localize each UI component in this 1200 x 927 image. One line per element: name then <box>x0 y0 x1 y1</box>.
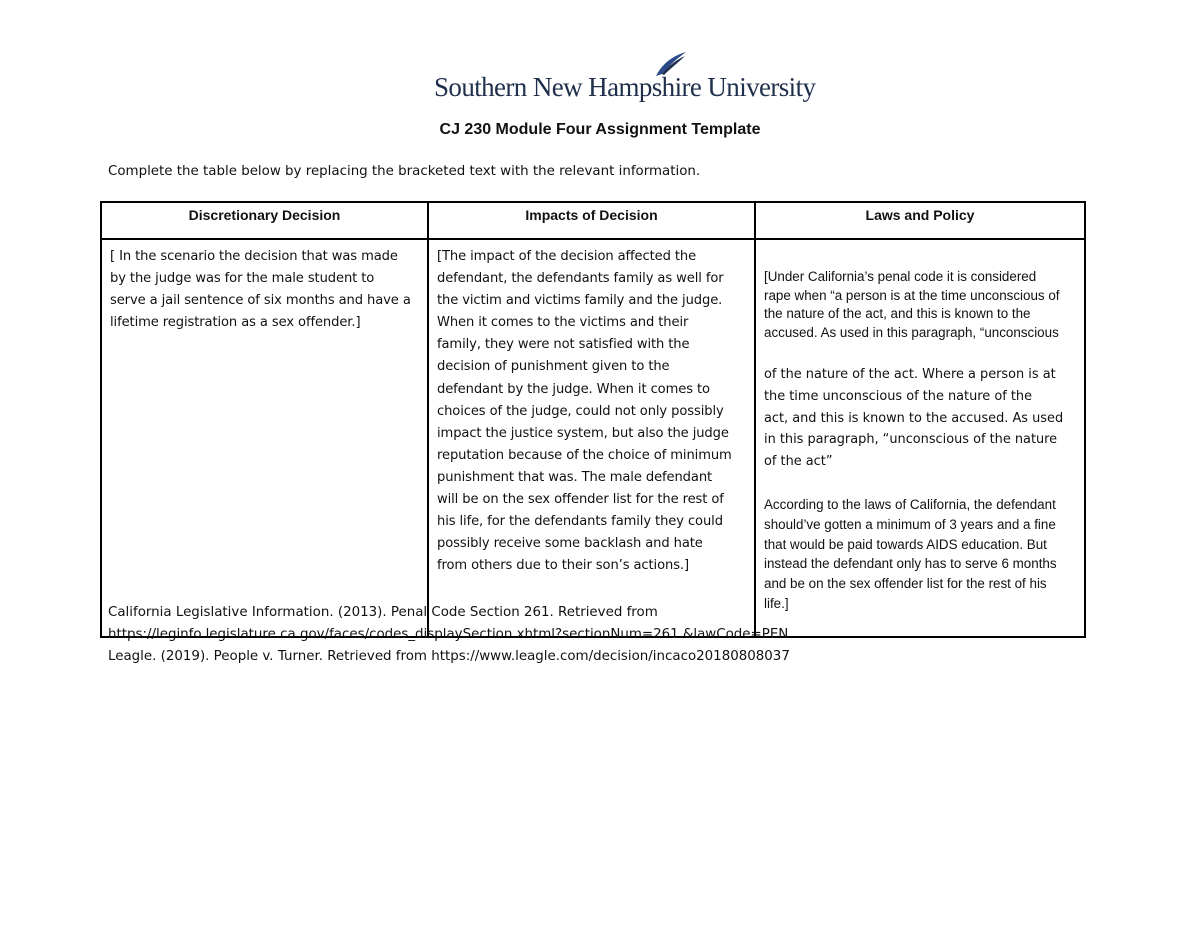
logo-wordmark: Southern New Hampshire University <box>434 72 816 102</box>
table-header-row <box>101 202 1085 239</box>
references <box>108 602 790 667</box>
university-logo <box>434 50 816 106</box>
header-discretionary-decision: Discretionary Decision <box>101 202 428 239</box>
decision-text: [ In the scenario the decision that was made by the judge was for the male student to serve a jail sentence of six months and have a lifetime registration as a sex offender.] <box>110 249 411 331</box>
decision-cell <box>101 239 428 637</box>
reference-line: California Legislative Information. (2013). Penal Code Section 261. Retrieved from <box>108 605 658 620</box>
laws-text <box>764 246 1078 636</box>
reference-line: https://leginfo.legislature.ca.gov/faces/codes_displaySection.xhtml?sectionNum=261.&lawCode=PEN <box>108 626 789 642</box>
laws-text-part3: According to the laws of California, the defendant should’ve gotten a minimum of 3 years and a fine that would be paid towards AIDS education. But instead the defendant only has to serve 6 months and be on the sex offender list for the rest of his life.] <box>764 496 1057 611</box>
impacts-text: [The impact of the decision affected the defendant, the defendants family as well for the victim and victims family and the judge. When it comes to the victims and their family, they were not satisfied with the decision of punishment given to the defendant by the judge. When it comes to choices of the judge, could not only possibly impact the justice system, but also the judge reputation because of the choice of minimum punishment that was. The male defendant will be on the sex offender list for the rest of his life, for the defendants family they could possibly receive some backlash and hate from others due to their son’s actions.] <box>437 249 732 574</box>
assignment-table <box>100 201 1086 638</box>
header-impacts-of-decision: Impacts of Decision <box>428 202 755 239</box>
instructions-text: Complete the table below by replacing the bracketed text with the relevant information. <box>108 164 701 179</box>
page-title: CJ 230 Module Four Assignment Template <box>439 121 761 138</box>
reference-line: Leagle. (2019). People v. Turner. Retrieved from https://www.leagle.com/decision/incaco20180808037 <box>108 648 790 664</box>
laws-cell <box>755 239 1085 637</box>
laws-text-part1: [Under California’s penal code it is considered rape when “a person is at the time unconscious of the nature of the act, and this is known to the accused. As used in this paragraph, “unconscious <box>764 269 1060 340</box>
table-row <box>101 239 1085 637</box>
impacts-cell <box>428 239 755 637</box>
laws-text-part2: of the nature of the act. Where a person is at the time unconscious of the nature of the act, and this is known to the accused. As used in this paragraph, “unconscious of the nature of the act” <box>764 367 1064 470</box>
header-laws-and-policy: Laws and Policy <box>755 202 1085 239</box>
